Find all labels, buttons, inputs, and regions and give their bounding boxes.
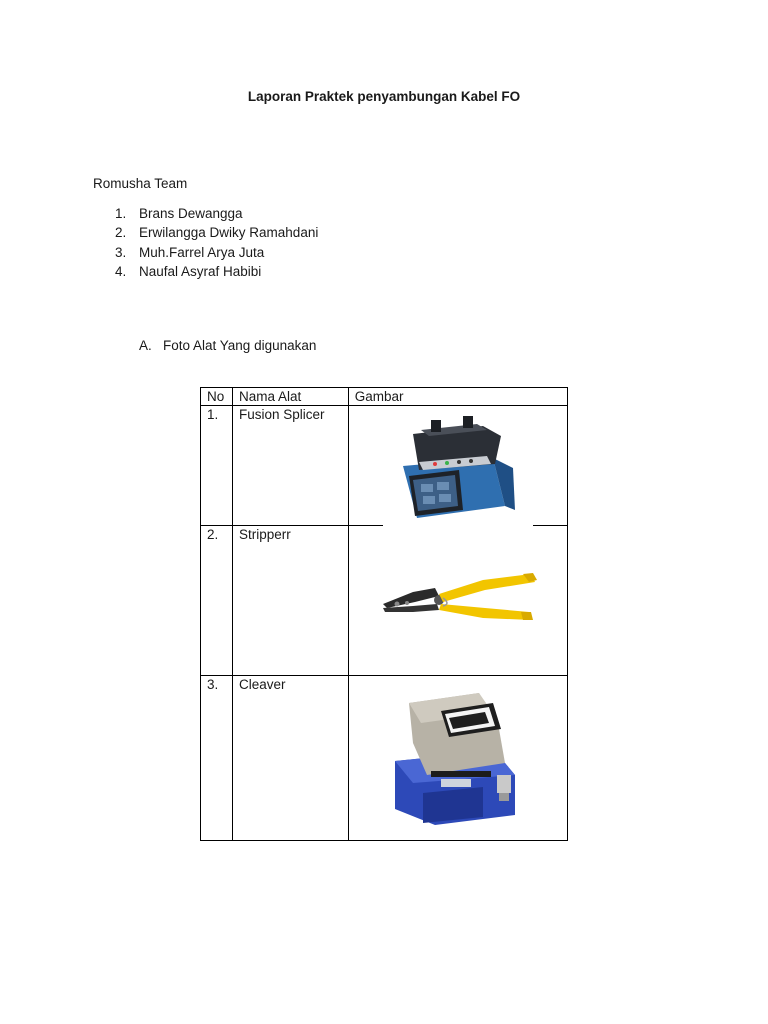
row-number: 3.: [201, 676, 233, 841]
list-item: [115, 204, 318, 223]
section-heading: [139, 338, 316, 353]
member-number: 3.: [115, 244, 127, 260]
tool-name: Stripperr: [232, 526, 348, 676]
member-name: Naufal Asyraf Habibi: [139, 263, 262, 279]
header-tool-name: Nama Alat: [232, 388, 348, 406]
member-list: [115, 204, 318, 281]
tool-name: Cleaver: [232, 676, 348, 841]
tools-table: [200, 387, 568, 841]
header-image: Gambar: [348, 388, 567, 406]
table-row: [201, 406, 568, 526]
member-number: 1.: [115, 206, 127, 221]
list-item: [115, 223, 318, 242]
member-name: Brans Dewangga: [139, 206, 243, 221]
section-title: Foto Alat Yang digunakan: [163, 338, 317, 353]
member-name: Muh.Farrel Arya Juta: [139, 244, 265, 260]
tool-name: Fusion Splicer: [232, 406, 348, 526]
fiber-stripper-image: [373, 546, 543, 656]
fiber-cleaver-image: [383, 683, 533, 833]
header-no: No: [201, 388, 233, 406]
image-cell: [348, 406, 567, 526]
table-header-row: [201, 388, 568, 406]
image-cell: [348, 676, 567, 841]
row-number: 2.: [201, 526, 233, 676]
fusion-splicer-image: [383, 406, 533, 526]
team-label: Romusha Team: [93, 176, 188, 191]
member-number: 4.: [115, 263, 127, 279]
section-letter: A.: [139, 338, 152, 353]
row-number: 1.: [201, 406, 233, 526]
list-item: [115, 262, 318, 281]
image-cell: [348, 526, 567, 676]
member-number: 2.: [115, 225, 127, 241]
document-title: Laporan Praktek penyambungan Kabel FO: [247, 89, 521, 104]
member-name: Erwilangga Dwiky Ramahdani: [139, 225, 319, 241]
table-row: [201, 526, 568, 676]
table-row: [201, 676, 568, 841]
list-item: [115, 243, 318, 262]
